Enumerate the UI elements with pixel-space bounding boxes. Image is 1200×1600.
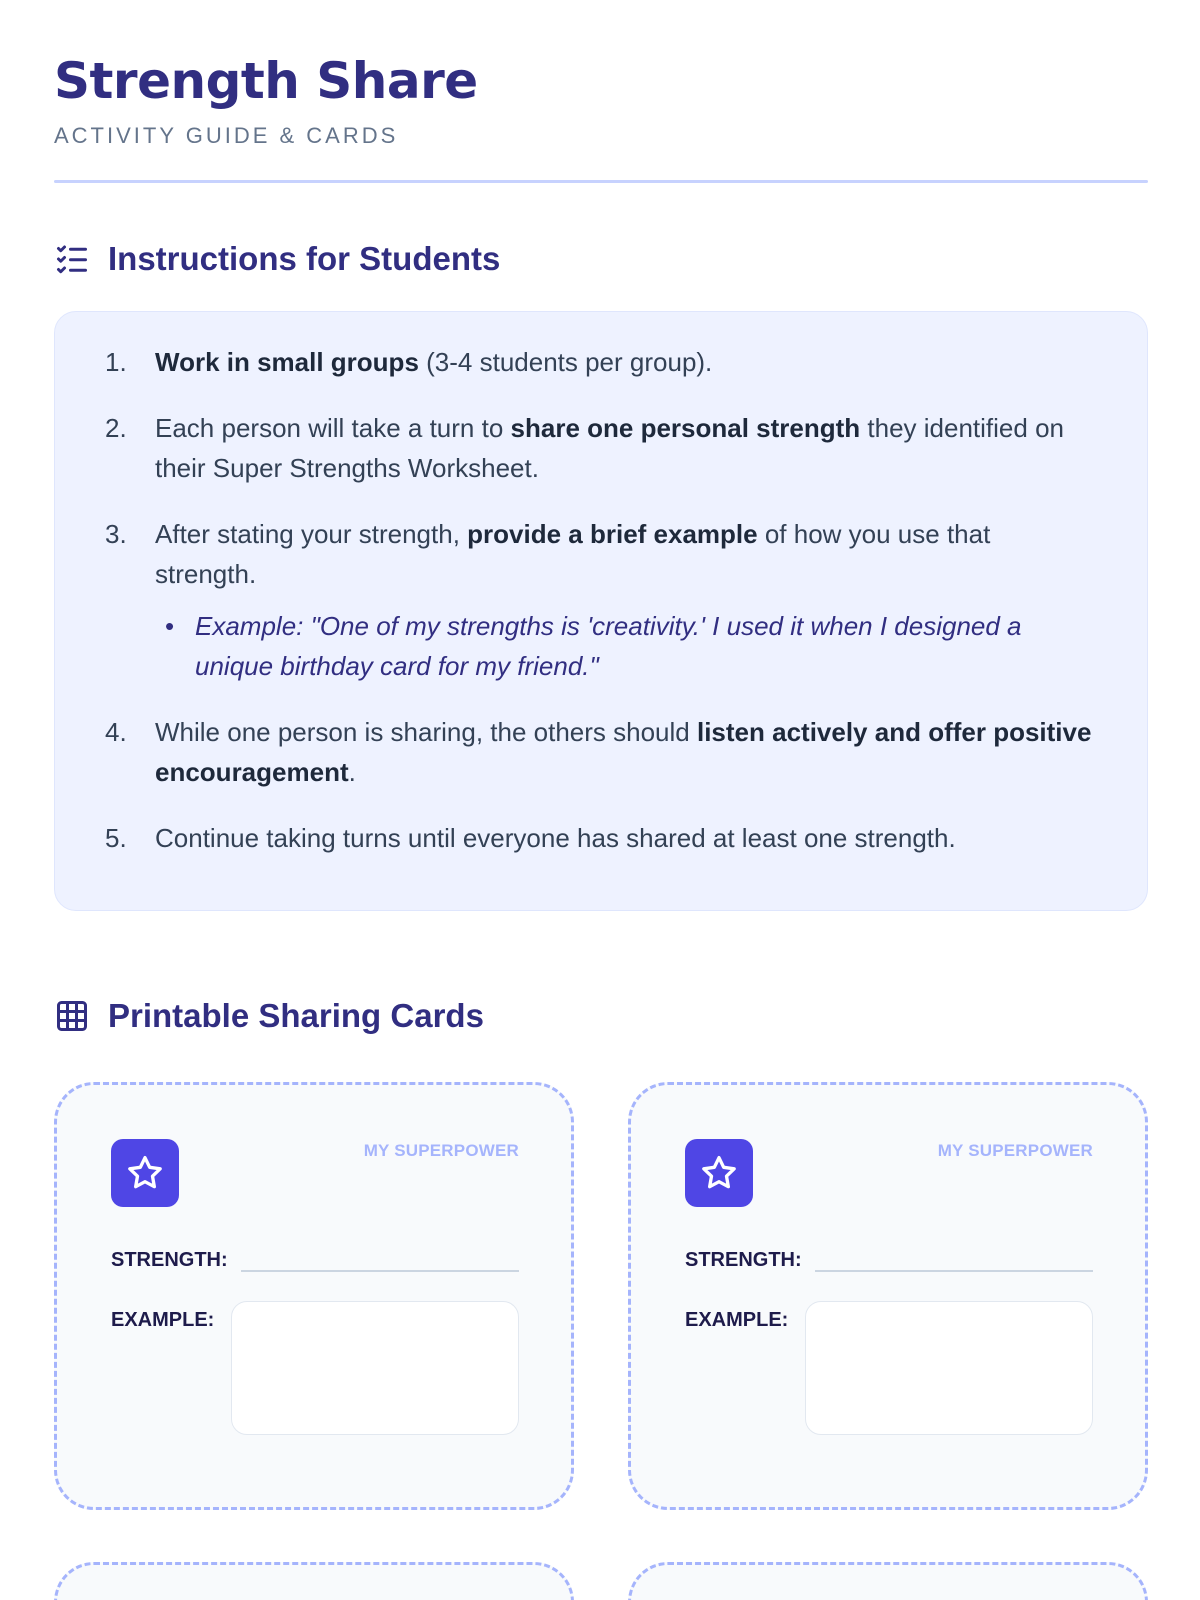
example-label: EXAMPLE: [685, 1309, 789, 1331]
example-label: EXAMPLE: [111, 1309, 215, 1331]
star-icon [685, 1139, 753, 1207]
sharing-card [54, 1082, 574, 1510]
instruction-step [105, 818, 1097, 858]
step-number: 4. [105, 717, 127, 747]
page-subtitle: ACTIVITY GUIDE & CARDS [54, 123, 399, 148]
step-after: of how you use that strength. [155, 519, 991, 589]
instruction-step [105, 712, 1097, 792]
step-before: After stating your strength, [155, 519, 468, 549]
star-icon [111, 1139, 179, 1207]
example-write-box [231, 1301, 519, 1435]
cards-heading-label: Printable Sharing Cards [108, 997, 484, 1034]
cards-heading [54, 997, 484, 1035]
step-number: 3. [105, 519, 127, 549]
step-after: . [348, 757, 356, 787]
step-text [155, 342, 1097, 382]
card-tag: MY SUPERPOWER [937, 1141, 1093, 1160]
strength-label: STRENGTH: [111, 1249, 228, 1271]
step-emphasis: share one personal strength [510, 413, 861, 443]
step-text [155, 514, 1097, 594]
step-emphasis: listen actively and offer positive encouragement [155, 717, 1092, 787]
step-number: 1. [105, 347, 127, 377]
header-divider [54, 180, 1148, 183]
step-rest: (3-4 students per group). [418, 347, 713, 377]
step-emphasis: provide a brief example [467, 519, 758, 549]
step-emphasis: Work in small groups [155, 347, 419, 377]
example-bullet-item [155, 606, 1097, 686]
step-before: Each person will take a turn to [155, 413, 511, 443]
step-text: Continue taking turns until everyone has shared at least one strength. [155, 823, 956, 853]
example-write-box [805, 1301, 1093, 1435]
step-before: While one person is sharing, the others should [155, 717, 697, 747]
card-tag: MY SUPERPOWER [363, 1141, 519, 1160]
strength-write-line [815, 1270, 1093, 1272]
step-number: 5. [105, 823, 127, 853]
sharing-card [628, 1562, 1148, 1600]
instruction-step [105, 342, 1097, 382]
step-after: they identified on their Super Strengths Worksheet. [155, 413, 1064, 483]
instructions-heading [54, 240, 500, 278]
step-number: 2. [105, 413, 127, 443]
sharing-card [54, 1562, 574, 1600]
step-text [155, 408, 1097, 488]
instruction-step [105, 514, 1097, 594]
bullet-marker: • [165, 611, 175, 641]
checklist-icon [54, 240, 92, 278]
instructions-panel [54, 311, 1148, 911]
instruction-step [105, 408, 1097, 488]
example-text: Example: "One of my strengths is 'creativity.' I used it when I designed a unique birthday card for my friend." [195, 611, 1022, 681]
strength-label: STRENGTH: [685, 1249, 802, 1271]
step-text [155, 712, 1097, 792]
grid-icon [54, 997, 92, 1035]
strength-write-line [241, 1270, 519, 1272]
page-title: Strength Share [54, 52, 478, 110]
instructions-heading-label: Instructions for Students [108, 240, 501, 277]
sharing-card [628, 1082, 1148, 1510]
